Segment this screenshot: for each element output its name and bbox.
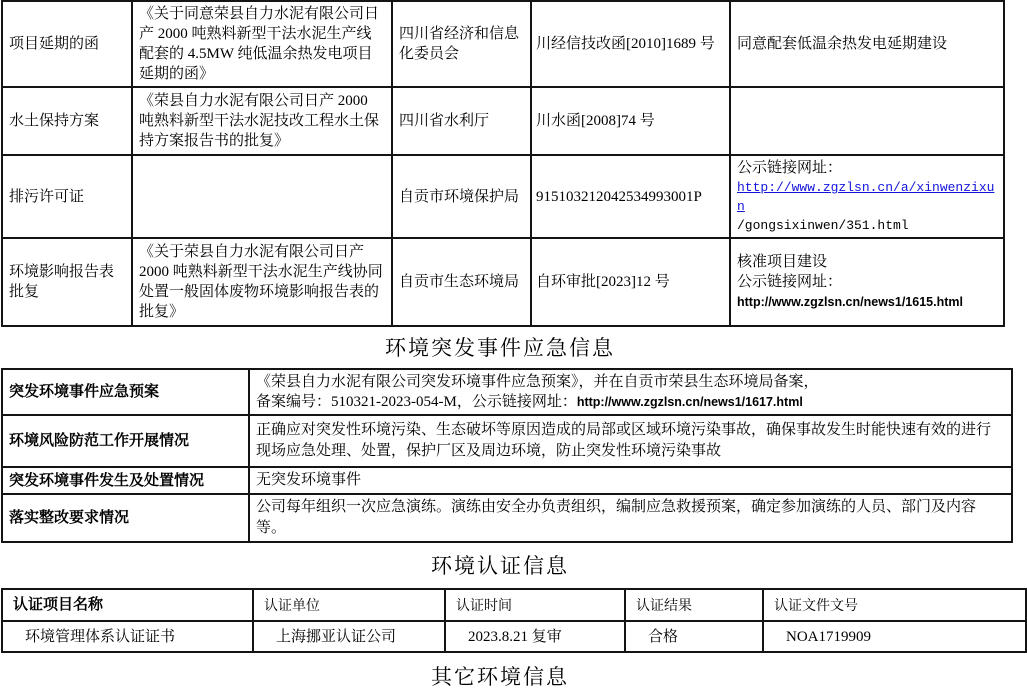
permits-table bbox=[1, 0, 1005, 327]
cert-agency: 上海挪亚认证公司 bbox=[253, 621, 445, 652]
table-row bbox=[2, 155, 1004, 238]
section-title-emergency: 环境突发事件应急信息 bbox=[385, 336, 615, 360]
table-row bbox=[2, 238, 1004, 326]
table-row bbox=[2, 369, 1012, 415]
table-row bbox=[2, 621, 1026, 652]
section-title-other: 其它环境信息 bbox=[431, 665, 569, 689]
permit-name: 水土保持方案 bbox=[2, 87, 132, 155]
header-cert-doc-no: 认证文件文号 bbox=[763, 589, 1026, 621]
permit-note bbox=[730, 87, 1004, 155]
cert-result: 合格 bbox=[625, 621, 763, 652]
cert-doc-no: NOA1719909 bbox=[763, 621, 1026, 652]
section-title-certification: 环境认证信息 bbox=[431, 554, 569, 578]
emergency-table bbox=[1, 368, 1013, 543]
public-link-url: http://www.zgzlsn.cn/news1/1617.html bbox=[576, 395, 803, 409]
emergency-row-value bbox=[249, 369, 1012, 415]
permit-doc-number: 自环审批[2023]12 号 bbox=[531, 238, 730, 326]
public-link-hyperlink[interactable]: http://www.zgzlsn.cn/a/xinwenzixun bbox=[737, 180, 995, 214]
permit-document-title bbox=[132, 155, 392, 238]
public-link-url: http://www.zgzlsn.cn/news1/1615.html bbox=[737, 295, 963, 309]
permit-note bbox=[730, 238, 1004, 326]
public-link-label: 公示链接网址： bbox=[737, 160, 843, 176]
cert-time: 2023.8.21 复审 bbox=[445, 621, 625, 652]
table-row bbox=[2, 87, 1004, 155]
permit-name: 环境影响报告表批复 bbox=[2, 238, 132, 326]
public-link-label: 公示链接网址： bbox=[737, 274, 843, 290]
permit-doc-number: 川经信技改函[2010]1689 号 bbox=[531, 1, 730, 87]
permit-doc-number: 川水函[2008]74 号 bbox=[531, 87, 730, 155]
permit-authority: 自贡市生态环境局 bbox=[392, 238, 531, 326]
permit-note bbox=[730, 155, 1004, 238]
plan-text: 《荣县自力水泥有限公司突发环境事件应急预案》，并在自贡市荣县生态环境局备案， bbox=[256, 374, 819, 390]
permit-authority: 四川省经济和信息化委员会 bbox=[392, 1, 531, 87]
permit-document-title: 《荣县自力水泥有限公司日产 2000 吨熟料新型干法水泥技改工程水土保持方案报告书的批复》 bbox=[132, 87, 392, 155]
emergency-row-value: 正确应对突发性环境污染、生态破坏等原因造成的局部或区域环境污染事故，确保事故发生时能快速有效的进行现场应急处理、处置，保护厂区及周边环境，防止突发性环境污染事故 bbox=[249, 415, 1012, 467]
table-row bbox=[2, 467, 1012, 494]
table-row bbox=[2, 1, 1004, 87]
table-header-row bbox=[2, 589, 1026, 621]
permit-document-title: 《关于荣县自力水泥有限公司日产 2000 吨熟料新型干法水泥生产线协同处置一般固体废物环境影响报告表的批复》 bbox=[132, 238, 392, 326]
permit-document-title: 《关于同意荣县自力水泥有限公司日产 2000 吨熟料新型干法水泥生产线配套的 4.5MW 纯低温余热发电项目延期的函》 bbox=[132, 1, 392, 87]
certification-table bbox=[1, 588, 1027, 653]
emergency-row-value: 公司每年组织一次应急演练。演练由安全办负责组织，编制应急救援预案，确定参加演练的人员、部门及内容等。 bbox=[249, 494, 1012, 542]
header-cert-result: 认证结果 bbox=[625, 589, 763, 621]
permit-authority: 四川省水利厅 bbox=[392, 87, 531, 155]
header-cert-time: 认证时间 bbox=[445, 589, 625, 621]
emergency-row-label: 落实整改要求情况 bbox=[2, 494, 249, 542]
permit-name: 项目延期的函 bbox=[2, 1, 132, 87]
emergency-row-label: 突发环境事件应急预案 bbox=[2, 369, 249, 415]
table-row bbox=[2, 415, 1012, 467]
table-row bbox=[2, 494, 1012, 542]
permit-name: 排污许可证 bbox=[2, 155, 132, 238]
header-cert-project: 认证项目名称 bbox=[2, 589, 253, 621]
permit-note: 同意配套低温余热发电延期建设 bbox=[730, 1, 1004, 87]
cert-project: 环境管理体系认证证书 bbox=[2, 621, 253, 652]
record-number-text: 备案编号：510321-2023-054-M，公示链接网址：http://www.zgzlsn.cn/news1/1617.html bbox=[256, 394, 803, 410]
emergency-row-value: 无突发环境事件 bbox=[249, 467, 1012, 494]
emergency-row-label: 环境风险防范工作开展情况 bbox=[2, 415, 249, 467]
public-link-continuation: /gongsixinwen/351.html bbox=[737, 218, 909, 233]
permit-doc-number: 915103212042534993001P bbox=[531, 155, 730, 238]
approval-note: 核准项目建设 bbox=[737, 254, 828, 270]
permit-authority: 自贡市环境保护局 bbox=[392, 155, 531, 238]
header-cert-agency: 认证单位 bbox=[253, 589, 445, 621]
emergency-row-label: 突发环境事件发生及处置情况 bbox=[2, 467, 249, 494]
